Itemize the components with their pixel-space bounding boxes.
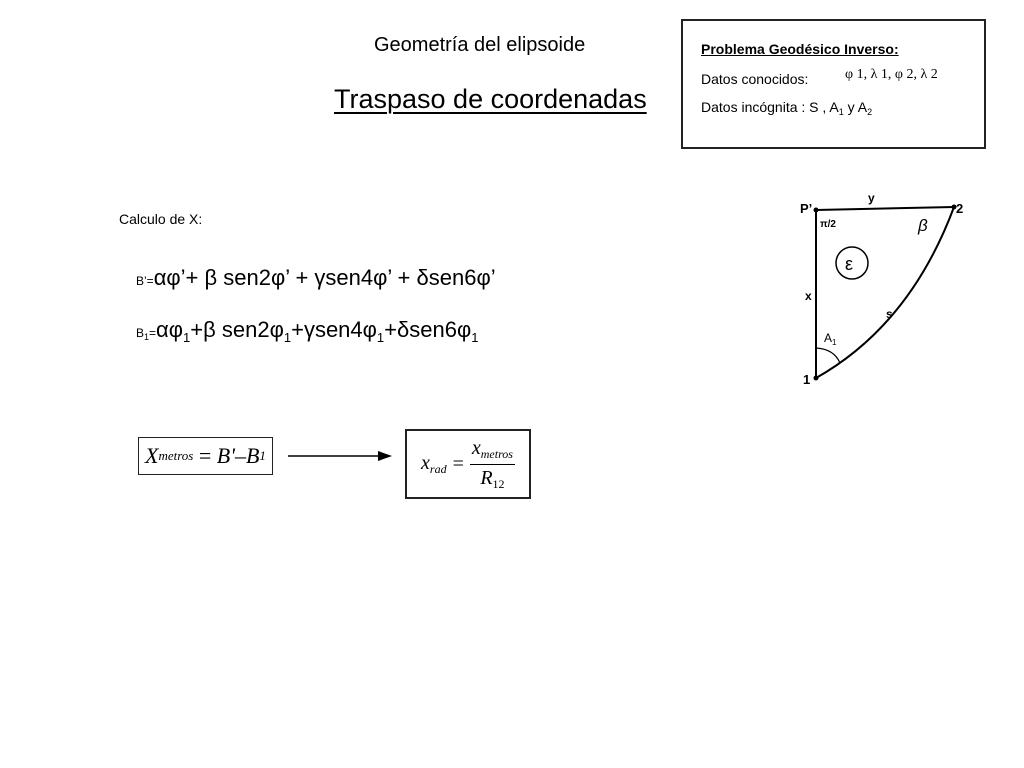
known-value-phi2: φ 2 [894, 67, 914, 82]
unknown-sub-2: 2 [867, 107, 873, 117]
equation-b-prime-rhs: αφ’+ β sen2φ’ + γsen4φ’ + δsen6φ’ [153, 265, 496, 290]
equation-b1-sub-0: 1 [183, 330, 191, 345]
label-epsilon: ε [845, 254, 854, 274]
formula-x-metros [138, 437, 273, 475]
label-vertex-2: 2 [956, 201, 964, 216]
vertex-1 [814, 376, 819, 381]
formula-x-rad-eq: = [452, 452, 464, 475]
geodesic-triangle-diagram [790, 185, 980, 395]
label-x: x [805, 289, 812, 303]
equation-b1-sub-2: 1 [376, 330, 385, 345]
formula-x-var-sub: metros [158, 448, 194, 463]
label-a1: $A_1$ [824, 331, 837, 347]
equation-b1-term-1: +β sen2φ [190, 317, 284, 342]
formula-x-rad [405, 429, 531, 499]
unknown-data-label: Datos incógnita : S , A [701, 99, 839, 115]
equation-b1 [136, 317, 478, 345]
known-data-values: φ 1, λ 1, φ 2, λ 2 [845, 67, 938, 82]
known-value-phi1: φ 1 [845, 67, 864, 82]
formula-numerator: $x_{metros}$ [470, 437, 515, 465]
calc-x-label: Calculo de X: [119, 211, 203, 227]
known-value-lambda2: λ 2 [920, 67, 938, 82]
label-beta: β [918, 216, 928, 235]
label-s: s [886, 307, 893, 321]
equation-b-prime [136, 265, 496, 291]
vertex-p-prime [814, 208, 819, 213]
label-vertex-1: 1 [803, 372, 811, 387]
formula-x-rad-var-sub: rad [429, 461, 447, 476]
equation-b1-term-0: αφ [156, 317, 184, 342]
formula-fraction [470, 437, 515, 492]
unknown-sub-1: 1 [838, 107, 844, 117]
equation-b1-lhs: $B_1=$ [136, 326, 157, 342]
info-box [681, 19, 986, 149]
unknown-data-mid: y A [843, 99, 868, 115]
formula-b1: B [245, 443, 260, 468]
page-title: Traspaso de coordenadas [334, 84, 647, 114]
known-value-lambda1: λ 1 [870, 67, 888, 82]
formula-b-prime: B' [216, 443, 235, 468]
formula-x-rad-lhs [421, 452, 447, 477]
angle-a1-arc [816, 348, 840, 363]
side-y-line [816, 207, 954, 210]
arrow-right-icon [288, 448, 392, 464]
equation-b1-sub-1: 1 [283, 330, 292, 345]
formula-denominator: $R_{12}$ [480, 466, 505, 491]
formula-b1-sub: 1 [259, 448, 266, 463]
side-s-curve [816, 207, 954, 378]
formula-minus: – [234, 443, 246, 468]
label-y: y [868, 191, 875, 205]
page-subtitle: Geometría del elipsoide [374, 34, 586, 56]
known-data-label: Datos conocidos: [701, 71, 809, 87]
label-p-prime: P’ [800, 201, 813, 216]
equation-b1-sub-3: 1 [471, 330, 479, 345]
equation-b-prime-lhs: B’= [136, 274, 154, 288]
info-box-heading: Problema Geodésico Inverso: [701, 41, 899, 57]
label-pi-over-2: π/2 [820, 219, 836, 230]
equation-b1-term-3: +δsen6φ [384, 317, 472, 342]
equation-b1-term-2: +γsen4φ [291, 317, 377, 342]
formula-x-var: X [145, 443, 159, 468]
unknown-data-line [701, 99, 872, 117]
formula-x-eq: = [193, 443, 217, 468]
formula-x-rad-var: x [421, 451, 430, 474]
